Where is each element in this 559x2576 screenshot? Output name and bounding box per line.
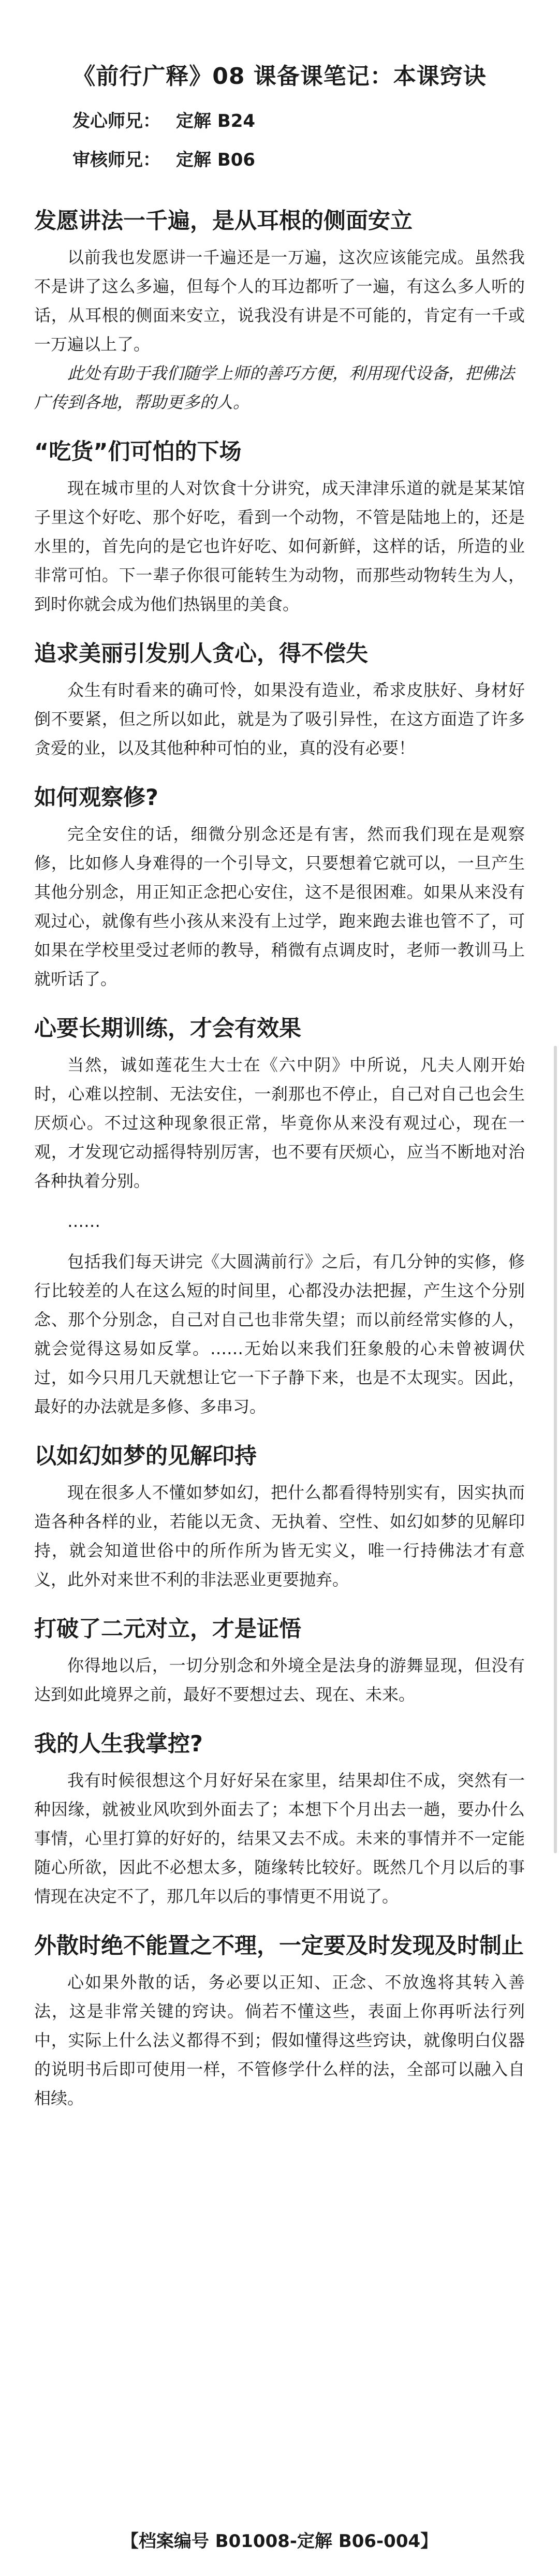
reviewer-line bbox=[72, 148, 255, 172]
section-paragraph: 你得地以后，一切分别念和外境全是法身的游舞显现，但没有达到如此境界之前，最好不要想过去、现在、未来。 bbox=[34, 1656, 525, 1704]
reviewer-value: 定解 B06 bbox=[176, 150, 256, 170]
section-paragraph: 众生有时看来的确可怜，如果没有造业，希求皮肤好、身材好倒不要紧，但之所以如此，就是为了吸引异性，在这方面造了许多贪爱的业，以及其他种种可怕的业，真的没有必要！ bbox=[34, 680, 525, 758]
section-heading: 发愿讲法一千遍，是从耳根的侧面安立 bbox=[34, 208, 413, 234]
section-9 bbox=[34, 1929, 525, 2113]
archive-footer: 【档案编号 B01008-定解 B06-004】 bbox=[121, 2531, 438, 2552]
section-heading: 以如幻如梦的见解印持 bbox=[34, 1443, 257, 1469]
section-3 bbox=[34, 637, 525, 763]
page-title: 《前行广释》08 课备课笔记：本课窍诀 bbox=[72, 63, 487, 90]
section-5 bbox=[34, 1012, 525, 1421]
header bbox=[0, 61, 559, 92]
section-paragraph: 现在城市里的人对饮食十分讲究，成天津津乐道的就是某某馆子里这个好吃、那个好吃，看到一个动物，不管是陆地上的，还是水里的，首先向的是它也许好吃、如何新鲜，这样的话，所造的业非常可怕。下一辈子你很可能转生为动物，而那些动物转生为人，到时你就会成为他们热锅里的美食。 bbox=[34, 478, 525, 614]
section-paragraph: 当然，诚如莲花生大士在《六中阴》中所说，凡夫人刚开始时，心难以控制、无法安住，一刹那也不停止，自己对自己也会生厌烦心。不过这种现象很正常，毕竟你从来没有观过心，现在一观，才发现它动摇得特别厉害，也不要有厌烦心，应当不断地对治各种执着分别。 bbox=[34, 1055, 525, 1191]
section-paragraph: 现在很多人不懂如梦如幻，把什么都看得特别实有，因实执而造各种各样的业，若能以无贪、无执着、空性、如幻如梦的见解印持，就会知道世俗中的所作所为皆无实义，唯一行持佛法才有意义，此外对来世不利的非法恶业更要抛弃。 bbox=[34, 1483, 525, 1589]
author-label: 发心师兄： bbox=[72, 111, 160, 131]
content bbox=[34, 204, 525, 2120]
section-heading: 打破了二元对立，才是证悟 bbox=[34, 1616, 301, 1642]
section-paragraph: 完全安住的话，细微分别念还是有害，然而我们现在是观察修，比如修人身难得的一个引导文，只要想着它就可以，一旦产生其他分别念，用正知正念把心安住，这不是很困难。如果从来没有观过心，就像有些小孩从来没有上过学，跑来跑去谁也管不了，可如果在学校里受过老师的教导，稍微有点调皮时，老师一教训马上就听话了。 bbox=[34, 824, 525, 989]
section-ellipsis: …… bbox=[67, 1211, 100, 1231]
author-line bbox=[72, 109, 255, 134]
section-1 bbox=[34, 204, 525, 417]
section-heading: 我的人生我掌控? bbox=[34, 1731, 203, 1757]
section-2 bbox=[34, 435, 525, 619]
section-6 bbox=[34, 1440, 525, 1594]
scrollbar[interactable] bbox=[554, 1046, 557, 1853]
section-heading: 外散时绝不能置之不理，一定要及时发现及时制止 bbox=[34, 1933, 524, 1959]
author-value: 定解 B24 bbox=[176, 111, 256, 131]
section-paragraph: 我有时候很想这个月好好呆在家里，结果却住不成，突然有一种因缘，就被业风吹到外面去了；本想下个月出去一趟，要办什么事情，心里打算的好好的，结果又去不成。未来的事情并不一定能随心所欲，因此不必想太多，随缘转比较好。既然几个月以后的事情现在决定不了，那几年以后的事情更不用说了。 bbox=[34, 1770, 525, 1906]
section-heading: 如何观察修? bbox=[34, 785, 158, 811]
section-heading: “吃货”们可怕的下场 bbox=[34, 439, 242, 465]
section-paragraph: 以前我也发愿讲一千遍还是一万遍，这次应该能完成。虽然我不是讲了这么多遍，但每个人的耳边都听了一遍，有这么多人听的话，从耳根的侧面来安立，说我没有讲是不可能的，肯定有一千或一万遍以上了。 bbox=[34, 247, 525, 354]
section-8 bbox=[34, 1728, 525, 1911]
section-4 bbox=[34, 781, 525, 993]
section-7 bbox=[34, 1613, 525, 1709]
reviewer-label: 审核师兄： bbox=[72, 150, 160, 170]
section-heading: 追求美丽引发别人贪心，得不偿失 bbox=[34, 641, 368, 667]
section-paragraph: 心如果外散的话，务必要以正知、正念、不放逸将其转入善法，这是非常关键的窍诀。倘若不懂这些，表面上你再听法行列中，实际上什么法义都得不到；假如懂得这些窍诀，就像明白仪器的说明书后即可使用一样，不管修学什么样的法，全部可以融入自相续。 bbox=[34, 1972, 525, 2108]
section-italic-note: 此处有助于我们随学上师的善巧方便，利用现代设备，把佛法广传到各地，帮助更多的人。 bbox=[34, 363, 515, 412]
section-paragraph: 包括我们每天讲完《大圆满前行》之后，有几分钟的实修，修行比较差的人在这么短的时间里，心都没办法把握，产生这个分别念、那个分别念，自己对自己也非常失望；而以前经常实修的人，就会觉得这易如反掌。……无始以来我们狂象般的心未曾被调伏过，如今只用几天就想让它一下子静下来，也是不太现实。因此，最好的办法就是多修、多串习。 bbox=[34, 1252, 525, 1416]
section-heading: 心要长期训练，才会有效果 bbox=[34, 1016, 301, 1042]
